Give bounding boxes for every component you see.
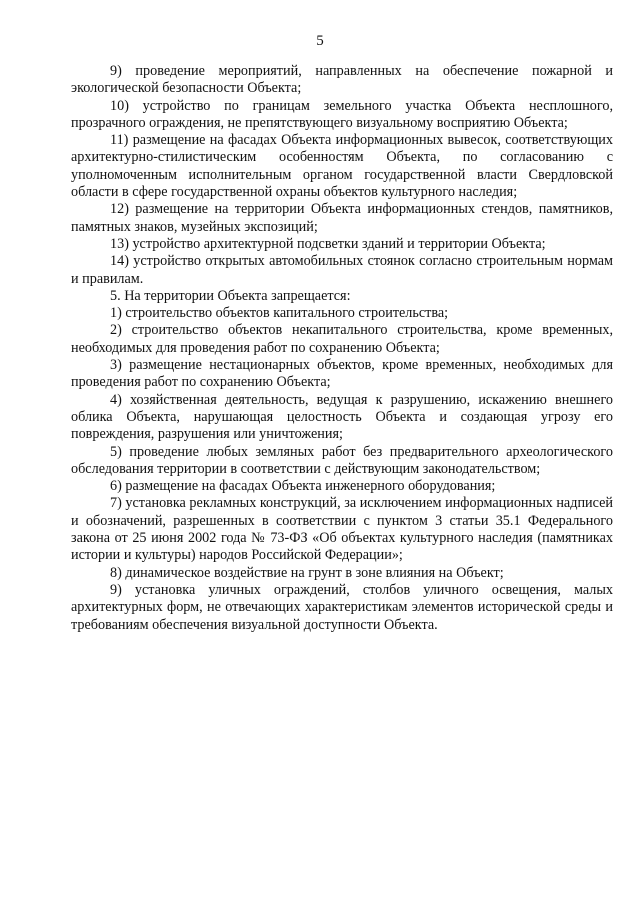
paragraph-item-11-signage: 11) размещение на фасадах Объекта информационных вывесок, соответствующих архитектурно-стилистическим особенностям Объекта, по согласованию с уполномоченным исполнительным органом государственной власти Свердловской области в сфере государственной охраны объектов культурного наследия; — [71, 132, 613, 201]
prohibited-item-4: 4) хозяйственная деятельность, ведущая к разрушению, искажению внешнего облика Объекта, нарушающая целостность Объекта и создающая угрозу его повреждения, разрушения или уничтожения; — [71, 391, 613, 443]
prohibited-item-3: 3) размещение нестационарных объектов, кроме временных, необходимых для проведения работ по сохранению Объекта; — [71, 357, 613, 391]
prohibited-item-7: 7) установка рекламных конструкций, за исключением информационных надписей и обозначений, разрешенных в соответствии с пунктом 3 статьи 35.1 Федерального закона от 25 июня 2002 года № 73-ФЗ «Об объектах культурного наследия (памятниках истории и культуры) народов Российской Федерации»; — [71, 495, 613, 564]
paragraph-item-12-stands: 12) размещение на территории Объекта информационных стендов, памятников, памятных знаков, музейных экспозиций; — [71, 201, 613, 235]
prohibited-item-6: 6) размещение на фасадах Объекта инженерного оборудования; — [110, 478, 496, 495]
paragraph-item-13-lighting: 13) устройство архитектурной подсветки зданий и территории Объекта; — [110, 235, 546, 252]
prohibited-item-2: 2) строительство объектов некапитального строительства, кроме временных, необходимых для проведения работ по сохранению Объекта; — [71, 322, 613, 356]
page-number: 5 — [316, 33, 324, 49]
section-5-heading: 5. На территории Объекта запрещается: — [110, 287, 351, 304]
prohibited-item-9: 9) установка уличных ограждений, столбов уличного освещения, малых архитектурных форм, не отвечающих характеристикам элементов исторической среды и требованиям обеспечения визуальной доступности Объекта. — [71, 581, 613, 633]
prohibited-item-5: 5) проведение любых земляных работ без предварительного археологического обследования территории в соответствии с действующим законодательством; — [71, 443, 613, 477]
paragraph-item-14-parking: 14) устройство открытых автомобильных стоянок согласно строительным нормам и правилам. — [71, 253, 613, 287]
paragraph-item-10-fence: 10) устройство по границам земельного участка Объекта несплошного, прозрачного ограждения, не препятствующего визуальному восприятию Объекта; — [71, 97, 613, 131]
prohibited-item-8: 8) динамическое воздействие на грунт в зоне влияния на Объект; — [110, 564, 504, 581]
paragraph-item-9-fire-ecology: 9) проведение мероприятий, направленных на обеспечение пожарной и экологической безопасности Объекта; — [71, 63, 613, 97]
document-body — [71, 63, 613, 634]
prohibited-item-1: 1) строительство объектов капитального строительства; — [110, 305, 449, 322]
